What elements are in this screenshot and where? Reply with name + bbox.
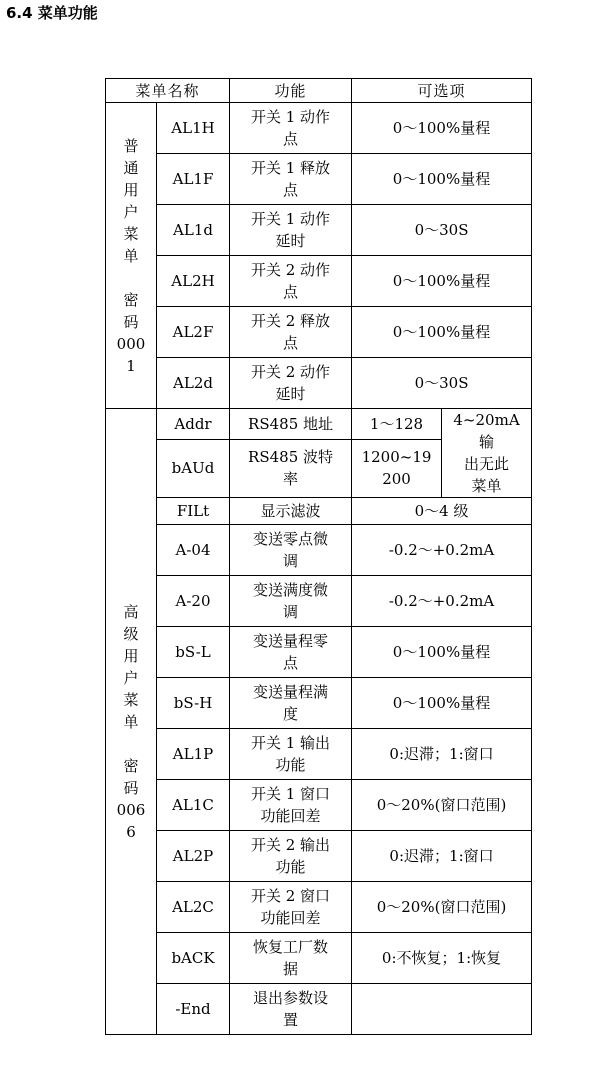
group-label-line: 000 xyxy=(116,334,146,353)
menu-code: AL1P xyxy=(157,729,230,780)
table-row xyxy=(106,498,532,525)
function-cell xyxy=(230,780,352,831)
table-row xyxy=(106,103,532,154)
function-cell xyxy=(230,256,352,307)
menu-code: FILt xyxy=(157,498,230,525)
table-row xyxy=(106,882,532,933)
text-line: 变送零点微 xyxy=(253,530,329,548)
group-label-line: 菜 xyxy=(123,224,139,243)
menu-code: bS-L xyxy=(157,627,230,678)
option-cell: 0～100%量程 xyxy=(352,154,532,205)
group-label-line: 1 xyxy=(126,356,136,375)
option-cell: 0～30S xyxy=(352,205,532,256)
function-cell xyxy=(230,678,352,729)
section-title: 6.4 菜单功能 xyxy=(6,4,98,22)
option-cell: -0.2～+0.2mA xyxy=(352,525,532,576)
group-label-line: 通 xyxy=(123,158,139,177)
group-label xyxy=(106,103,157,409)
header-options: 可选项 xyxy=(352,79,532,103)
option-cell xyxy=(352,984,532,1035)
group-label-line: 户 xyxy=(123,668,139,687)
option-cell: 0～100%量程 xyxy=(352,103,532,154)
menu-code: AL2d xyxy=(157,358,230,409)
menu-code: AL1C xyxy=(157,780,230,831)
option-cell: 1～128 xyxy=(352,409,442,440)
menu-code: AL1F xyxy=(157,154,230,205)
text-line: 开关 1 释放 xyxy=(250,159,331,177)
table-row xyxy=(106,627,532,678)
table-row xyxy=(106,525,532,576)
text-line: 开关 1 输出 xyxy=(250,734,331,752)
text-line: 开关 1 窗口 xyxy=(250,785,331,803)
menu-code: A-20 xyxy=(157,576,230,627)
table-row xyxy=(106,780,532,831)
table-row xyxy=(106,205,532,256)
option-cell: 0～20%(窗口范围) xyxy=(352,780,532,831)
menu-code: AL1d xyxy=(157,205,230,256)
text-line: RS485 波特 xyxy=(248,448,333,467)
text-line: 变送量程满 xyxy=(253,683,329,701)
text-line: 出无此 xyxy=(464,455,510,473)
option-cell: -0.2～+0.2mA xyxy=(352,576,532,627)
function-cell xyxy=(230,409,352,440)
menu-code: bACK xyxy=(157,933,230,984)
group-label-line: 6 xyxy=(126,822,136,841)
text-line: 变送量程零 xyxy=(253,632,329,650)
table-row xyxy=(106,307,532,358)
table-row xyxy=(106,933,532,984)
function-cell xyxy=(230,933,352,984)
option-cell: 0～100%量程 xyxy=(352,627,532,678)
header-function: 功能 xyxy=(230,79,352,103)
table-row xyxy=(106,256,532,307)
option-cell: 0～20%(窗口范围) xyxy=(352,882,532,933)
text-line: 调 xyxy=(283,552,299,570)
group-label-line: 单 xyxy=(123,246,139,265)
function-cell xyxy=(230,525,352,576)
text-line: 功能 xyxy=(275,858,306,876)
option-cell: 0:迟滞；1:窗口 xyxy=(352,729,532,780)
text-line: RS485 地址 xyxy=(248,414,333,433)
group-label-line: 户 xyxy=(123,202,139,221)
menu-code: Addr xyxy=(157,409,230,440)
text-line: 4~20mA xyxy=(453,411,520,429)
option-cell: 0～100%量程 xyxy=(352,256,532,307)
table-row xyxy=(106,831,532,882)
text-line: 开关 2 输出 xyxy=(250,836,331,854)
menu-code: AL1H xyxy=(157,103,230,154)
text-line: 退出参数设 xyxy=(253,989,329,1007)
text-line: 功能回差 xyxy=(260,807,321,825)
text-line: 恢复工厂数 xyxy=(253,938,329,956)
group-label-line: 006 xyxy=(116,800,146,819)
option-cell: 0～4 级 xyxy=(352,498,532,525)
text-line: 菜单 xyxy=(471,477,502,495)
function-cell xyxy=(230,576,352,627)
group-label-line: 用 xyxy=(123,646,139,665)
text-line: 置 xyxy=(283,1011,299,1029)
text-line: 延时 xyxy=(275,232,306,250)
function-cell xyxy=(230,882,352,933)
function-cell xyxy=(230,831,352,882)
group-label-line: 密 xyxy=(123,756,139,775)
text-line: 率 xyxy=(283,470,299,489)
function-cell xyxy=(230,498,352,525)
menu-code: AL2C xyxy=(157,882,230,933)
option-cell: 0:不恢复；1:恢复 xyxy=(352,933,532,984)
text-line: 开关 2 释放 xyxy=(250,312,331,330)
text-line: 功能回差 xyxy=(260,909,321,927)
text-line: 变送满度微 xyxy=(253,581,329,599)
function-cell xyxy=(230,627,352,678)
text-line: 点 xyxy=(283,181,299,199)
menu-code: bAUd xyxy=(157,439,230,497)
function-cell xyxy=(230,439,352,497)
text-line: 显示滤波 xyxy=(260,502,321,520)
table-row xyxy=(106,576,532,627)
table-row xyxy=(106,678,532,729)
group-label-line: 单 xyxy=(123,712,139,731)
menu-code: A-04 xyxy=(157,525,230,576)
menu-code: -End xyxy=(157,984,230,1035)
menu-code: AL2F xyxy=(157,307,230,358)
table-row xyxy=(106,358,532,409)
option-cell xyxy=(352,439,442,497)
text-line: 功能 xyxy=(275,756,306,774)
group-label xyxy=(106,409,157,1035)
rs485-note xyxy=(442,409,532,498)
text-line: 开关 2 窗口 xyxy=(250,887,331,905)
table-row xyxy=(106,154,532,205)
text-line: 开关 2 动作 xyxy=(250,363,331,381)
option-cell: 0:迟滞；1:窗口 xyxy=(352,831,532,882)
option-cell: 0～100%量程 xyxy=(352,678,532,729)
menu-code: AL2H xyxy=(157,256,230,307)
text-line: 点 xyxy=(283,283,299,301)
function-cell xyxy=(230,154,352,205)
text-line: 200 xyxy=(382,470,411,489)
function-cell xyxy=(230,307,352,358)
group-label-line: 普 xyxy=(123,136,139,155)
table-header-row xyxy=(106,79,532,103)
group-label-line: 菜 xyxy=(123,690,139,709)
text-line: 开关 1 动作 xyxy=(250,210,331,228)
table-row xyxy=(106,729,532,780)
group-label-line: 级 xyxy=(123,624,139,643)
text-line: 延时 xyxy=(275,385,306,403)
group-label-line: 码 xyxy=(123,312,139,331)
text-line: 调 xyxy=(283,603,299,621)
menu-code: AL2P xyxy=(157,831,230,882)
menu-code: bS-H xyxy=(157,678,230,729)
text-line: 1200~19 xyxy=(361,448,432,467)
function-cell xyxy=(230,103,352,154)
group-label-line: 码 xyxy=(123,778,139,797)
function-cell xyxy=(230,358,352,409)
menu-function-table xyxy=(105,78,532,1035)
text-line: 点 xyxy=(283,334,299,352)
text-line: 点 xyxy=(283,654,299,672)
table-row xyxy=(106,409,532,440)
text-line: 度 xyxy=(283,705,299,723)
text-line: 开关 2 动作 xyxy=(250,261,331,279)
table-row xyxy=(106,984,532,1035)
group-label-line: 用 xyxy=(123,180,139,199)
function-cell xyxy=(230,205,352,256)
function-cell xyxy=(230,729,352,780)
group-label-line: 高 xyxy=(123,602,139,621)
header-menu-name: 菜单名称 xyxy=(106,79,230,103)
text-line: 据 xyxy=(283,960,299,978)
option-cell: 0～100%量程 xyxy=(352,307,532,358)
text-line: 输 xyxy=(479,433,495,451)
text-line: 开关 1 动作 xyxy=(250,108,331,126)
function-cell xyxy=(230,984,352,1035)
option-cell: 0～30S xyxy=(352,358,532,409)
text-line: 点 xyxy=(283,130,299,148)
group-label-line: 密 xyxy=(123,290,139,309)
